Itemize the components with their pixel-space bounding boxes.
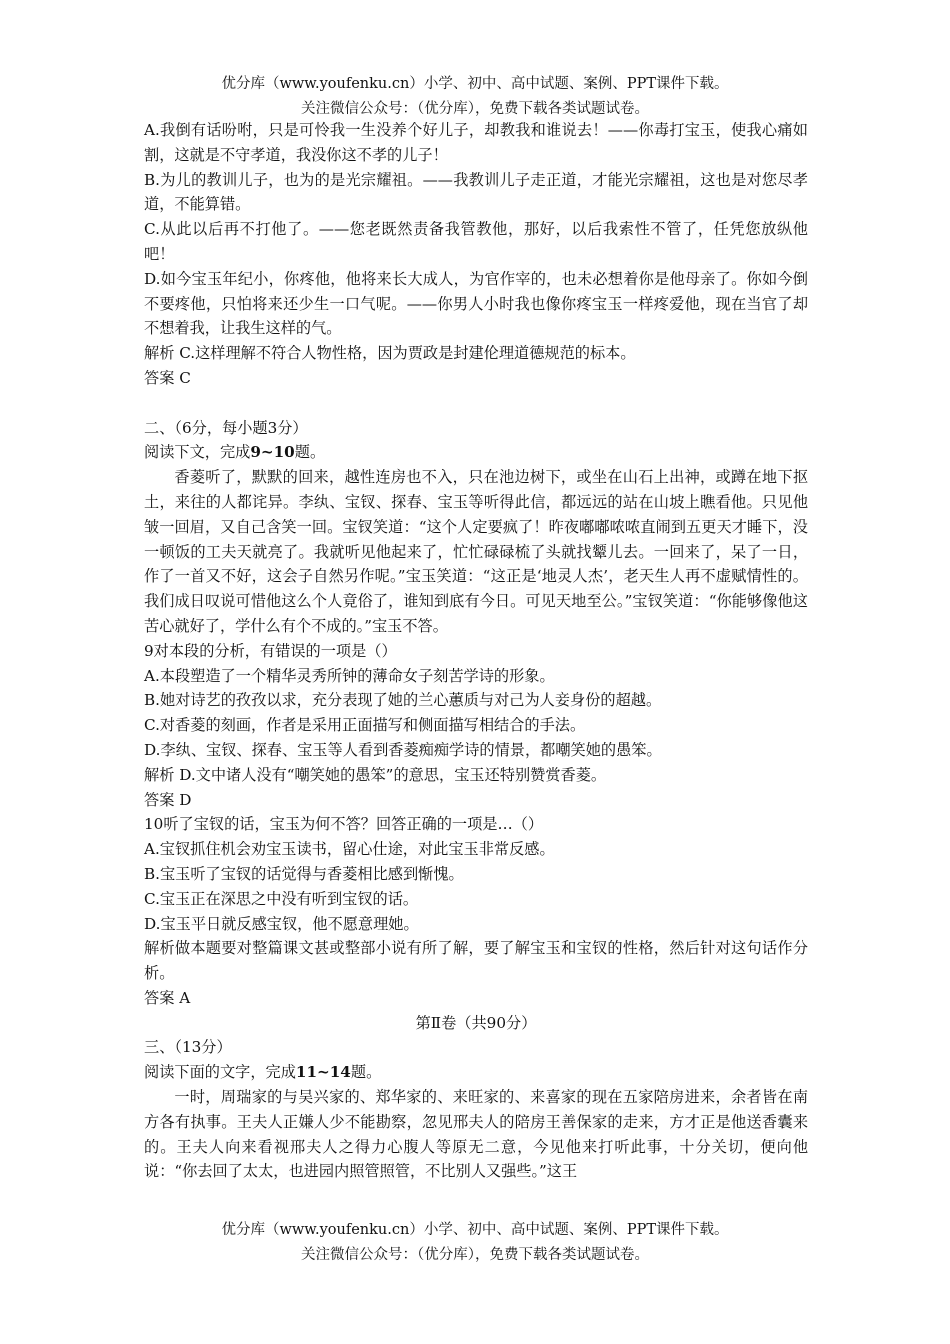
q9-option-c: C.对香菱的刻画，作者是采用正面描写和侧面描写相结合的手法。 [144,716,586,735]
section-3-intro [144,1060,808,1085]
q8-option-a: A.我倒有话吩咐，只是可怜我一生没养个好儿子，却教我和谁说去！——你毒打宝玉，使我心痛如割，这就是不守孝道，我没你这不孝的儿子！ [144,121,808,164]
q8-option-d: D.如今宝玉年纪小，你疼他，他将来长大成人，为官作宰的，也未必想着你是他母亲了。你如今倒不要疼他，只怕将来还少生一口气呢。——你男人小时我也像你疼宝玉一样疼爱他，现在当官了却不想着我，让我生这样的气。 [144,269,808,338]
q8-option-c: C.从此以后再不打他了。——您老既然责备我管教他，那好，以后我索性不管了，任凭您放纵他吧！ [144,220,808,263]
q10-option-a: A.宝钗抓住机会劝宝玉读书，留心仕途，对此宝玉非常反感。 [144,840,555,859]
q10-option-c: C.宝玉正在深思之中没有听到宝钗的话。 [144,889,419,908]
section-3-title: 三、（13分） [144,1038,232,1057]
q9-answer: 答案 D [144,790,192,809]
intro-text: 阅读下文，完成 [144,443,251,462]
q10-option-d: D.宝玉平日就反感宝钗，他不愿意理她。 [144,914,419,933]
question-range: 11~14 [295,1063,351,1082]
q10-answer: 答案 A [144,988,191,1007]
page-header-line-2: 关注微信公众号：（优分库），免费下载各类试题试卷。 [301,101,649,117]
volume-2-title: 第Ⅱ卷（共90分） [415,1013,537,1032]
intro-text: 阅读下面的文字，完成 [144,1063,296,1082]
document-body [144,118,808,1184]
q10-option-b: B.宝玉听了宝钗的话觉得与香菱相比感到惭愧。 [144,864,464,883]
q9-stem: 9对本段的分析，有错误的一项是（） [144,641,397,660]
section-2-passage: 香菱听了，默默的回来，越性连房也不入，只在池边树下，或坐在山石上出神，或蹲在地下抠土，来往的人都诧异。李纨、宝钗、探春、宝玉等听得此信，都远远的站在山坡上瞧看他。只见他皱一回眉，又自己含笑一回。宝钗笑道：“这个人定要疯了！昨夜嘟嘟哝哝直闹到五更天才睡下，没一顿饭的工夫天就亮了。我就听见他起来了，忙忙碌碌梳了头就找颦儿去。一回来了，呆了一日，作了一首又不好，这会子自然另作呢。”宝玉笑道：“这正是‘地灵人杰’，老天生人再不虚赋情性的。我们成日叹说可惜他这么个人竟俗了，谁知到底有今日。可见天地至公。”宝钗笑道：“你能够像他这苦心就好了，学什么有个不成的。”宝玉不答。 [144,468,808,635]
q8-analysis: 解析 C.这样理解不符合人物性格，因为贾政是封建伦理道德规范的标本。 [144,344,636,363]
page-footer-line-2: 关注微信公众号：（优分库），免费下载各类试题试卷。 [301,1247,649,1263]
spacer [144,391,808,416]
page-header-line-1: 优分库（www.youfenku.cn）小学、初中、高中试题、案例、PPT课件下载。 [221,76,729,92]
intro-text-end: 题。 [350,1063,382,1082]
question-range: 9~10 [250,443,295,462]
q8-answer: 答案 C [144,368,191,387]
section-3-passage: 一时，周瑞家的与吴兴家的、郑华家的、来旺家的、来喜家的现在五家陪房进来，余者皆在南方各有执事。王夫人正嫌人少不能勘察，忽见邢夫人的陪房王善保家的走来，方才正是他送香囊来的。王夫人向来看视邢夫人之得力心腹人等原无二意，今见他来打听此事，十分关切，便向他说：“你去回了太太，也进园内照管照管，不比别人又强些。”这王 [144,1088,808,1181]
q9-option-b: B.她对诗艺的孜孜以求，充分表现了她的兰心蕙质与对己为人妾身份的超越。 [144,691,662,710]
q10-analysis: 解析做本题要对整篇课文甚或整部小说有所了解，要了解宝玉和宝钗的性格，然后针对这句话作分析。 [144,939,808,983]
page-footer-line-1: 优分库（www.youfenku.cn）小学、初中、高中试题、案例、PPT课件下载。 [221,1222,729,1238]
q9-analysis: 解析 D.文中诸人没有“嘲笑她的愚笨”的意思，宝玉还特别赞赏香菱。 [144,765,607,784]
q10-stem: 10听了宝钗的话，宝玉为何不答？回答正确的一项是…（） [144,815,544,834]
q9-option-d: D.李纨、宝钗、探春、宝玉等人看到香菱痴痴学诗的情景，都嘲笑她的愚笨。 [144,740,662,759]
intro-text-end: 题。 [294,443,326,462]
q9-option-a: A.本段塑造了一个精华灵秀所钟的薄命女子刻苦学诗的形象。 [144,666,555,685]
section-2-title: 二、（6分，每小题3分） [144,418,308,437]
q8-option-b: B.为儿的教训儿子，也为的是光宗耀祖。——我教训儿子走正道，才能光宗耀祖，这也是对您尽孝道，不能算错。 [144,170,808,214]
section-2-intro [144,440,808,465]
